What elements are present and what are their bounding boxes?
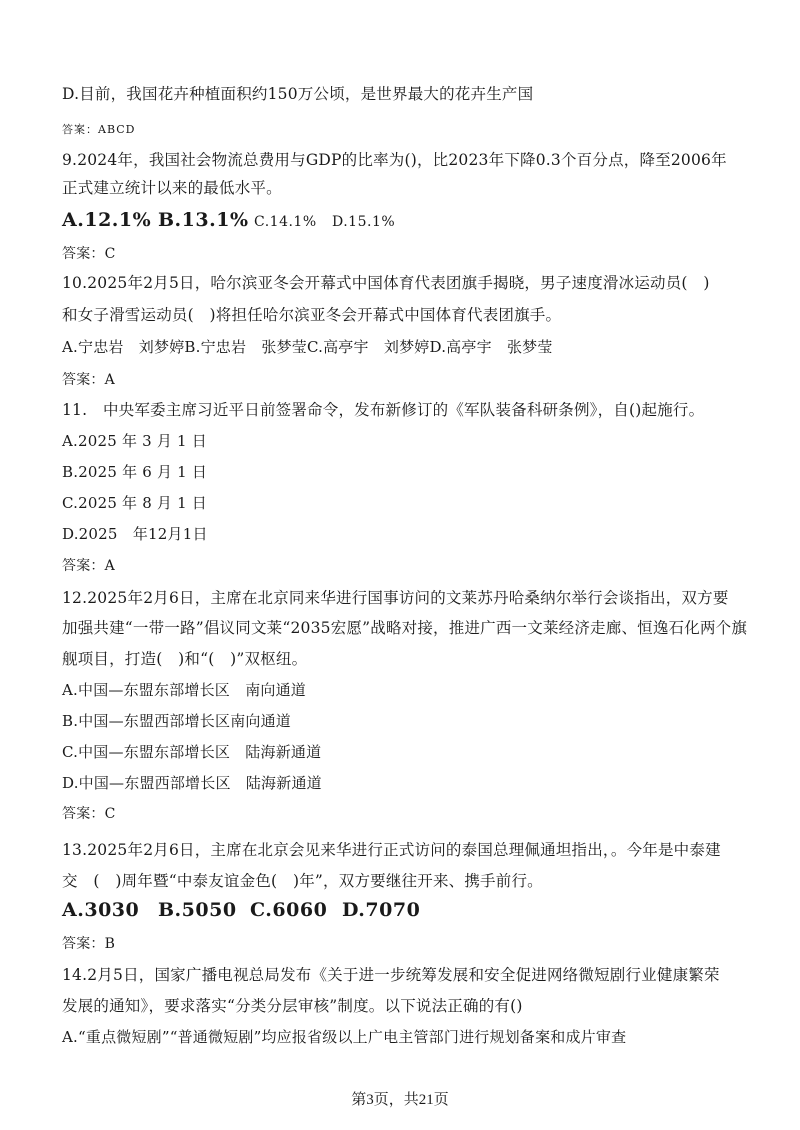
answer-line: 答案：B xyxy=(62,936,116,952)
question-9-line-1: 9.2024年，我国社会物流总费用与GDP的比率为()，比2023年下降0.3个百分点，降至2006年 xyxy=(62,151,727,169)
question-10-options: A.宁忠岩 刘梦婷B.宁忠岩 张梦莹C.高亭宇 刘梦婷D.高亭宇 张梦莹 xyxy=(62,338,553,356)
answer-line: 答案：A xyxy=(62,372,115,388)
answer-line: 答案：ABCD xyxy=(62,123,136,136)
option-d-line: D.目前，我国花卉种植面积约150万公顷，是世界最大的花卉生产国 xyxy=(62,85,534,103)
option-d: D.2025 年12月1日 xyxy=(62,525,208,543)
option-d: D.15.1% xyxy=(332,214,396,230)
question-10-line-1: 10.2025年2月5日，哈尔滨亚冬会开幕式中国体育代表团旗手揭晓，男子速度滑冰运动员( ) xyxy=(62,274,710,292)
option-a: A.2025 年 3 月 1 日 xyxy=(62,432,207,450)
option-a: A.中国—东盟东部增长区 南向通道 xyxy=(62,681,307,699)
answer-line: 答案：A xyxy=(62,558,115,574)
option-a: A.“重点微短剧”“普通微短剧”均应报省级以上广电主管部门进行规划备案和成片审查 xyxy=(62,1028,627,1046)
question-12-line-3: 舰项目，打造( )和“( )”双枢纽。 xyxy=(62,650,308,668)
question-12-line-2: 加强共建“一带一路”倡议同文莱“2035宏愿”战略对接，推进广西一文莱经济走廊、恒逸石化两个旗 xyxy=(62,619,748,637)
option-a: A.3030 xyxy=(62,899,140,921)
answer-line: 答案：C xyxy=(62,246,116,262)
question-9-line-2: 正式建立统计以来的最低水平。 xyxy=(62,179,282,197)
question-14-line-2: 发展的通知》，要求落实“分类分层审核”制度。以下说法正确的有() xyxy=(62,997,523,1015)
question-13-options xyxy=(62,900,764,920)
option-b: B.中国—东盟西部增长区南向通道 xyxy=(62,712,291,730)
question-12-line-1: 12.2025年2月6日，主席在北京同来华进行国事访问的文莱苏丹哈桑纳尔举行会谈指出，双方要 xyxy=(62,589,729,607)
option-d: D.7070 xyxy=(342,899,421,921)
answer-line: 答案：C xyxy=(62,806,116,822)
option-c: C.14.1% xyxy=(254,214,317,230)
option-c: C.2025 年 8 月 1 日 xyxy=(62,494,208,512)
question-9-options xyxy=(62,210,764,232)
option-b: B.13.1% xyxy=(158,209,249,231)
option-b: B.5050 xyxy=(158,899,237,921)
question-11-line: 11. 中央军委主席习近平日前签署命令，发布新修订的《军队装备科研条例》，自()起施行。 xyxy=(62,401,705,419)
option-c: C.6060 xyxy=(250,899,328,921)
page-number-footer: 第3页，共21页 xyxy=(351,1092,449,1108)
question-13-line-2: 交 ( )周年暨“中泰友谊金色( )年”，双方要继往开来、携手前行。 xyxy=(62,872,543,890)
option-d: D.中国—东盟西部增长区 陆海新通道 xyxy=(62,774,322,792)
option-c: C.中国—东盟东部增长区 陆海新通道 xyxy=(62,743,322,761)
option-a: A.12.1% xyxy=(62,209,152,231)
question-13-line-1: 13.2025年2月6日，主席在北京会见来华进行正式访问的泰国总理佩通坦指出，。今年是中泰建 xyxy=(62,841,721,859)
option-b: B.2025 年 6 月 1 日 xyxy=(62,463,208,481)
question-10-line-2: 和女子滑雪运动员( )将担任哈尔滨亚冬会开幕式中国体育代表团旗手。 xyxy=(62,306,562,324)
question-14-line-1: 14.2月5日，国家广播电视总局发布《关于进一步统筹发展和安全促进网络微短剧行业健康繁荣 xyxy=(62,966,720,984)
